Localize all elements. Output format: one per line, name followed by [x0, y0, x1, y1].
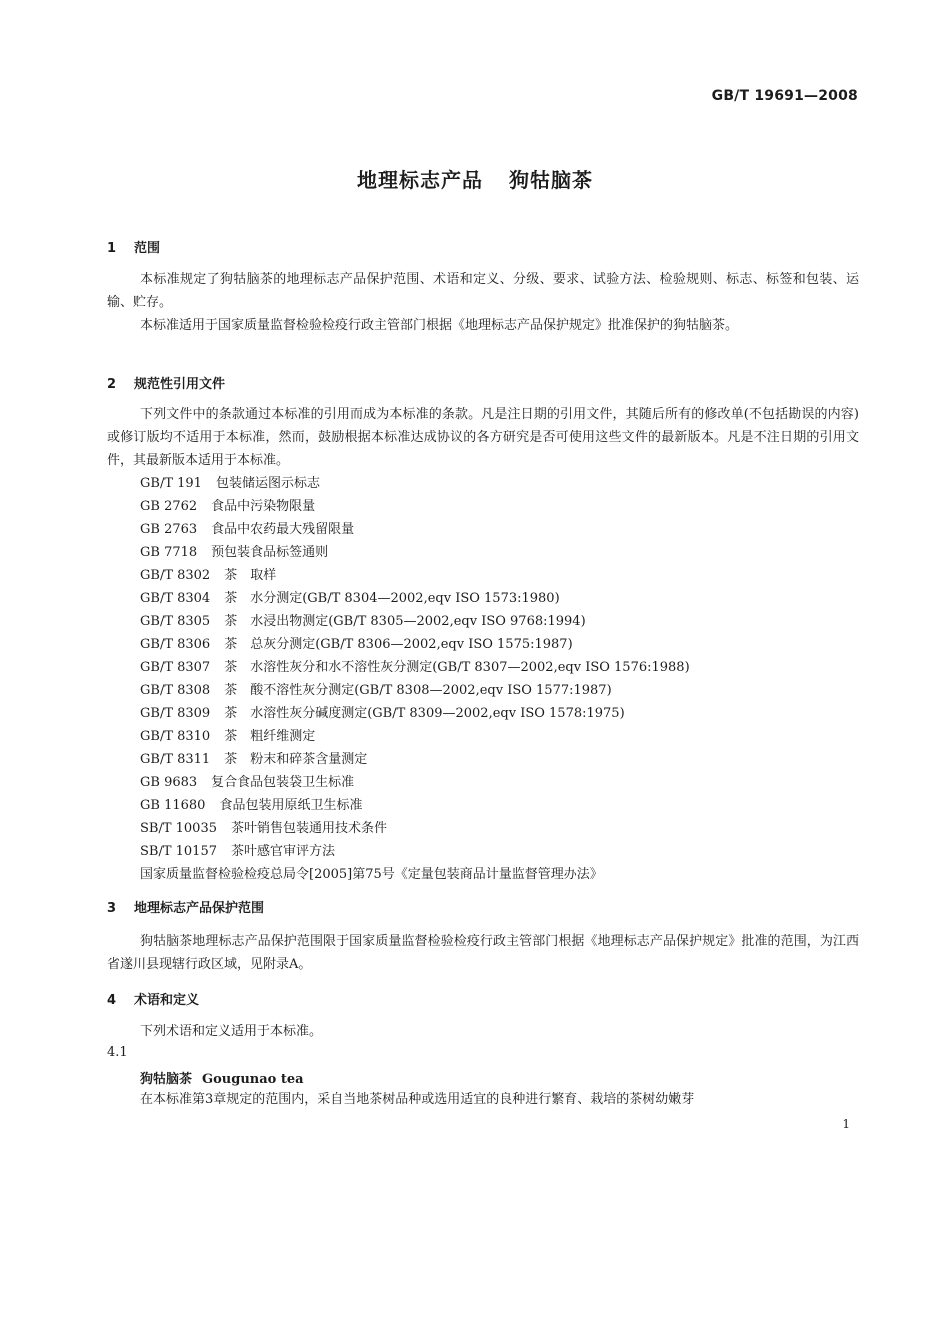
reference-item: GB/T 8306 茶 总灰分测定(GB/T 8306—2002,eqv ISO 1575:1987): [140, 637, 573, 652]
reference-item: SB/T 10035 茶叶销售包装通用技术条件: [140, 821, 388, 836]
section-2-paragraph: 下列文件中的条款通过本标准的引用而成为本标准的条款。凡是注日期的引用文件，其随后所有的修改单(不包括勘误的内容)或修订版均不适用于本标准，然而，鼓励根据本标准达成协议的各方研究是否可使用这些文件的最新版本。凡是不注日期的引用文件，其最新版本适用于本标准。: [107, 407, 859, 468]
term-name-chinese: 狗牯脑茶: [140, 1072, 193, 1087]
section-1-paragraph-1: 本标准规定了狗牯脑茶的地理标志产品保护范围、术语和定义、分级、要求、试验方法、检验规则、标志、标签和包装、运输、贮存。: [107, 272, 859, 310]
reference-item: GB 7718 预包装食品标签通则: [140, 545, 329, 560]
reference-item: GB/T 8308 茶 酸不溶性灰分测定(GB/T 8308—2002,eqv ISO 1577:1987): [140, 683, 612, 698]
reference-item: GB/T 8309 茶 水溶性灰分碱度测定(GB/T 8309—2002,eqv ISO 1578:1975): [140, 706, 625, 721]
normative-reference-list: [140, 472, 690, 886]
term-number: 4.1: [107, 1045, 128, 1060]
reference-item: GB/T 8305 茶 水浸出物测定(GB/T 8305—2002,eqv ISO 9768:1994): [140, 614, 586, 629]
section-number: 1: [107, 241, 117, 256]
section-3-paragraph: 狗牯脑茶地理标志产品保护范围限于国家质量监督检验检疫行政主管部门根据《地理标志产品保护规定》批准的范围，为江西省遂川县现辖行政区域，见附录A。: [107, 934, 859, 972]
term-name-english: Gougunao tea: [202, 1072, 304, 1087]
section-title: 术语和定义: [134, 993, 200, 1008]
reference-item: GB/T 8302 茶 取样: [140, 568, 277, 583]
term-name: [140, 1068, 304, 1087]
section-title: 地理标志产品保护范围: [134, 901, 265, 916]
section-title: 范围: [134, 241, 161, 256]
term-definition: 在本标准第3章规定的范围内，采自当地茶树品种或选用适宜的良种进行繁育、栽培的茶树幼嫩芽: [140, 1092, 695, 1107]
title-part-2: 狗牯脑茶: [509, 168, 593, 192]
section-4-heading: [107, 989, 199, 1008]
section-2-heading: [107, 373, 225, 392]
section-3-heading: [107, 897, 264, 916]
title-part-1: 地理标志产品: [357, 168, 483, 192]
reference-item: GB/T 8310 茶 粗纤维测定: [140, 729, 316, 744]
section-4-paragraph: 下列术语和定义适用于本标准。: [140, 1024, 323, 1039]
reference-item: 国家质量监督检验检疫总局令[2005]第75号《定量包装商品计量监督管理办法》: [140, 867, 603, 882]
reference-item: GB/T 8311 茶 粉末和碎茶含量测定: [140, 752, 368, 767]
standard-code: GB/T 19691—2008: [711, 88, 858, 104]
section-1-paragraph-2: 本标准适用于国家质量监督检验检疫行政主管部门根据《地理标志产品保护规定》批准保护的狗牯脑茶。: [140, 318, 739, 333]
reference-item: GB 9683 复合食品包装袋卫生标准: [140, 775, 355, 790]
section-1-heading: [107, 237, 160, 256]
page-number: 1: [842, 1117, 850, 1131]
reference-item: GB 2762 食品中污染物限量: [140, 499, 316, 514]
reference-item: GB/T 191 包装储运图示标志: [140, 476, 320, 491]
section-number: 3: [107, 901, 117, 916]
reference-item: GB/T 8307 茶 水溶性灰分和水不溶性灰分测定(GB/T 8307—2002,eqv ISO 1576:1988): [140, 660, 690, 675]
section-number: 2: [107, 377, 117, 392]
reference-item: GB/T 8304 茶 水分测定(GB/T 8304—2002,eqv ISO 1573:1980): [140, 591, 560, 606]
section-number: 4: [107, 993, 117, 1008]
reference-item: SB/T 10157 茶叶感官审评方法: [140, 844, 336, 859]
section-title: 规范性引用文件: [134, 377, 226, 392]
document-title: [0, 164, 950, 193]
reference-item: GB 2763 食品中农药最大残留限量: [140, 522, 355, 537]
reference-item: GB 11680 食品包装用原纸卫生标准: [140, 798, 363, 813]
